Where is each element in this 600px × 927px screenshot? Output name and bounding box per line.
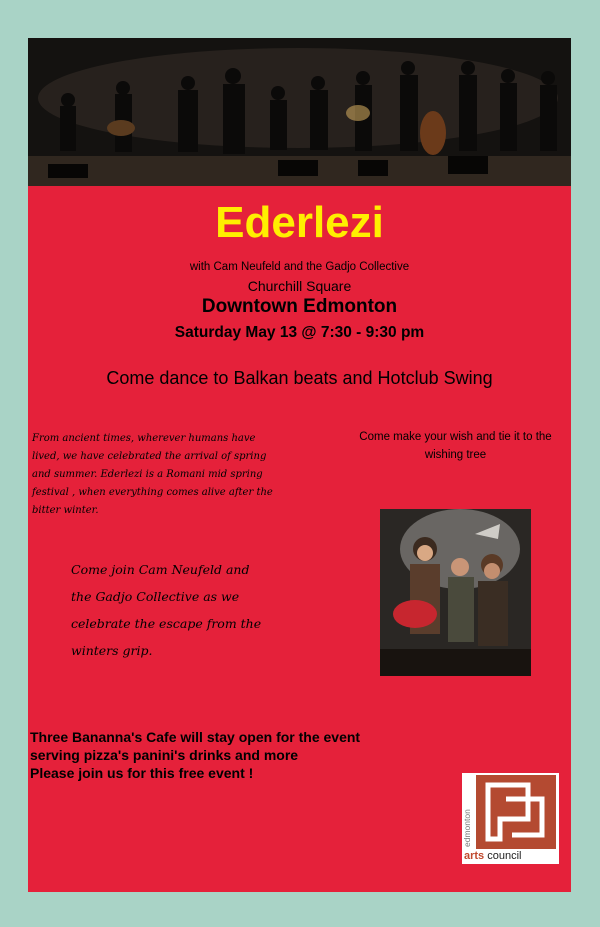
event-city: Downtown Edmonton — [201, 296, 398, 317]
logo-council-word: council — [487, 850, 522, 862]
band-stage-photo — [28, 38, 571, 186]
logo-side-text: edmonton — [462, 809, 472, 847]
cafe-line: serving pizza's panini's drinks and more — [30, 747, 299, 763]
join-paragraph — [71, 556, 321, 664]
join-line: celebrate the escape from the — [71, 616, 262, 631]
join-line: the Gadjo Collective as we — [71, 589, 240, 604]
intro-line: festival , when everything comes alive after the — [32, 487, 273, 498]
intro-line: bitter winter. — [32, 505, 99, 516]
poster — [28, 38, 571, 892]
cafe-line: Please join us for this free event ! — [30, 765, 254, 781]
wishing-tree-note: Come make your wish and tie it to the wishing tree — [359, 431, 552, 461]
logo-arts-word: arts — [464, 850, 485, 862]
intro-paragraph — [32, 430, 347, 520]
join-line: winters grip. — [71, 643, 153, 658]
logo-mark-icon — [476, 775, 556, 849]
intro-line: lived, we have celebrated the arrival of spring — [32, 451, 267, 462]
event-title: Ederlezi — [215, 198, 384, 247]
intro-line: From ancient times, wherever humans have — [32, 433, 256, 444]
event-date: Saturday May 13 @ 7:30 - 9:30 pm — [174, 324, 425, 341]
band-group-photo — [380, 509, 531, 676]
event-venue: Churchill Square — [247, 278, 352, 294]
event-tagline: Come dance to Balkan beats and Hotclub Swing — [106, 368, 493, 388]
join-line: Come join Cam Neufeld and — [71, 562, 250, 577]
logo-bottom-text — [464, 850, 522, 862]
cafe-notice — [30, 728, 470, 782]
edmonton-arts-council-logo — [462, 773, 559, 864]
intro-line: and summer. Ederlezi is a Romani mid spring — [32, 469, 263, 480]
cafe-line: Three Bananna's Cafe will stay open for the event — [30, 729, 361, 745]
event-subtitle: with Cam Neufeld and the Gadjo Collective — [189, 261, 410, 273]
